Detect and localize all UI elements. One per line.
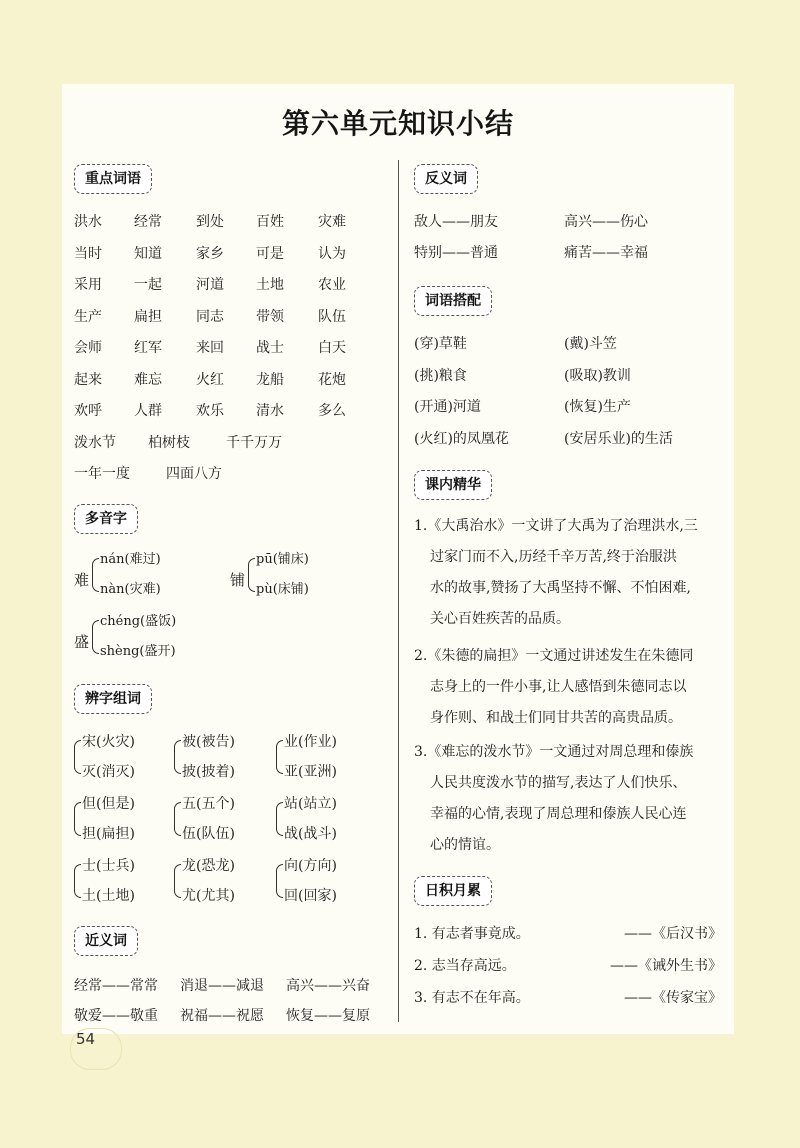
- key-word: 百姓: [256, 214, 284, 230]
- distinguish-word: 被(被告): [182, 734, 235, 750]
- key-word: 当时: [74, 245, 102, 262]
- key-word: 会师: [74, 340, 102, 356]
- key-word: 经常: [134, 214, 162, 230]
- synonym-pair: 经常——常常: [74, 978, 158, 994]
- distinguish-word: 披(披着): [182, 764, 235, 780]
- essence-line: 心的情谊。: [430, 837, 500, 853]
- key-word: 土地: [256, 277, 284, 293]
- key-word: 到处: [196, 214, 224, 230]
- distinguish-word: 士(士兵): [82, 858, 135, 874]
- synonym-pair: 高兴——兴奋: [286, 978, 370, 994]
- distinguish-word: 五(五个): [182, 796, 235, 812]
- polyphone-reading: pù(床铺): [256, 582, 309, 597]
- brace: [92, 558, 99, 592]
- distinguish-word: 向(方向): [284, 858, 337, 874]
- key-word: 起来: [74, 371, 102, 388]
- synonyms-heading: 近义词: [74, 926, 138, 956]
- polyphone-reading: chéng(盛饭): [100, 614, 177, 629]
- distinguish-word: 灭(消灭): [82, 764, 135, 780]
- distinguish-word: 龙(恐龙): [182, 858, 235, 874]
- saying-text: 2. 志当存高远。: [414, 958, 516, 974]
- distinguish-word: 担(扁担): [82, 826, 135, 842]
- essence-line: 身作则、和战士们同甘共苦的高贵品质。: [430, 710, 682, 726]
- brace: [276, 740, 283, 774]
- synonym-pair: 敬爱——敬重: [74, 1008, 158, 1024]
- antonym-pair: 敌人——朋友: [414, 214, 498, 230]
- key-word: 白天: [318, 340, 346, 356]
- daily-heading: 日积月累: [414, 876, 492, 906]
- brace: [74, 864, 81, 898]
- collocation: (穿)草鞋: [414, 336, 467, 352]
- key-word: 家乡: [196, 245, 224, 262]
- key-word: 泼水节: [74, 434, 116, 451]
- saying-source: ——《传家宝》: [624, 990, 722, 1006]
- brace: [248, 558, 255, 592]
- key-word: 扁担: [134, 308, 162, 325]
- antonym-pair: 高兴——伤心: [564, 214, 648, 230]
- essence-line: 1.《大禹治水》一文讲了大禹为了治理洪水,三: [414, 518, 698, 534]
- distinguish-word: 伍(队伍): [182, 826, 235, 842]
- key-word: 人群: [134, 403, 162, 419]
- key-word: 一年一度: [74, 466, 130, 482]
- brace: [174, 864, 181, 898]
- key-word: 生产: [74, 308, 102, 325]
- polyphone-reading: shèng(盛开): [100, 644, 176, 659]
- polyphone-reading: pū(铺床): [256, 552, 309, 567]
- distinguish-word: 亚(亚洲): [284, 764, 337, 780]
- key-word: 带领: [256, 308, 284, 325]
- key-word: 知道: [134, 245, 162, 262]
- antonym-pair: 痛苦——幸福: [564, 245, 648, 261]
- synonym-pair: 祝福——祝愿: [180, 1008, 264, 1024]
- key-word: 四面八方: [166, 466, 222, 482]
- key-word: 可是: [256, 245, 284, 262]
- key-word: 河道: [196, 277, 224, 293]
- essence-line: 志身上的一件小事,让人感悟到朱德同志以: [430, 679, 687, 695]
- distinguish-word: 宋(火灾): [82, 734, 135, 750]
- collocation: (安居乐业)的生活: [564, 430, 673, 447]
- polyphone-reading: nán(难过): [100, 552, 161, 567]
- key-word: 多么: [318, 403, 346, 419]
- key-word: 洪水: [74, 214, 102, 230]
- page-sheet: [62, 84, 734, 1034]
- distinguish-word: 土(土地): [82, 888, 135, 904]
- saying-source: ——《后汉书》: [624, 926, 722, 942]
- key-word: 龙船: [256, 371, 284, 388]
- antonyms-heading: 反义词: [414, 164, 478, 194]
- brace: [276, 864, 283, 898]
- essence-line: 3.《难忘的泼水节》一文通过对周总理和傣族: [414, 744, 694, 760]
- distinguish-word: 站(站立): [284, 796, 337, 812]
- synonym-pair: 恢复——复原: [286, 1008, 370, 1024]
- key-word: 来回: [196, 340, 224, 356]
- key-word: 柏树枝: [148, 434, 190, 451]
- page-title: 第六单元知识小结: [281, 107, 514, 140]
- distinguish-word: 但(但是): [82, 796, 135, 812]
- key-word: 欢乐: [196, 403, 224, 419]
- essence-line: 关心百姓疾苦的品质。: [430, 611, 570, 627]
- key-word: 认为: [318, 245, 346, 262]
- distinguish-word: 业(作业): [284, 734, 337, 750]
- essence-line: 水的故事,赞扬了大禹坚持不懈、不怕困难,: [430, 580, 691, 596]
- collocation: (戴)斗笠: [564, 336, 617, 352]
- polyphone-char: 盛: [74, 633, 90, 651]
- brace: [276, 802, 283, 836]
- brace: [74, 802, 81, 836]
- key-word: 采用: [74, 277, 102, 293]
- collocations-heading: 词语搭配: [414, 286, 492, 316]
- collocation: (开通)河道: [414, 399, 481, 415]
- saying-text: 1. 有志者事竟成。: [414, 926, 530, 942]
- collocation: (恢复)生产: [564, 399, 631, 415]
- key-word: 难忘: [134, 371, 162, 388]
- saying-source: ——《诫外生书》: [610, 958, 722, 974]
- brace: [174, 802, 181, 836]
- brace: [174, 740, 181, 774]
- collocation: (火红)的凤凰花: [414, 430, 509, 447]
- key-word: 灾难: [318, 214, 346, 230]
- key-word: 战士: [256, 340, 284, 356]
- essence-line: 过家门而不入,历经千辛万苦,终于治服洪: [430, 549, 677, 565]
- key-word: 火红: [196, 371, 224, 388]
- key-word: 红军: [134, 340, 162, 356]
- essence-line: 人民共度泼水节的描写,表达了人们快乐、: [430, 775, 687, 791]
- key-word: 欢呼: [74, 403, 102, 419]
- key-word: 同志: [196, 308, 224, 325]
- distinguish-word: 回(回家): [284, 888, 337, 904]
- antonym-pair: 特别——普通: [414, 245, 498, 261]
- polyphone-reading: nàn(灾难): [100, 582, 161, 597]
- essence-heading: 课内精华: [414, 470, 492, 500]
- polyphone-char: 铺: [230, 571, 246, 589]
- key-word: 队伍: [318, 308, 346, 325]
- collocation: (吸取)教训: [564, 367, 631, 384]
- essence-line: 2.《朱德的扁担》一文通过讲述发生在朱德同: [414, 648, 694, 664]
- key-word: 一起: [134, 277, 162, 293]
- distinguish-heading: 辨字组词: [74, 684, 152, 714]
- key-word: 农业: [318, 277, 346, 293]
- distinguish-word: 战(战斗): [284, 826, 337, 842]
- key-words-heading: 重点词语: [74, 164, 152, 194]
- synonym-pair: 消退——减退: [180, 978, 264, 994]
- polyphones-heading: 多音字: [74, 504, 138, 534]
- essence-line: 幸福的心情,表现了周总理和傣族人民心连: [430, 806, 687, 822]
- page-number: 54: [76, 1030, 96, 1048]
- collocation: (挑)粮食: [414, 367, 467, 384]
- key-word: 花炮: [318, 371, 346, 388]
- column-divider: [398, 160, 399, 1022]
- brace: [92, 620, 99, 654]
- distinguish-word: 尤(尤其): [182, 888, 235, 904]
- polyphone-char: 难: [74, 571, 90, 589]
- brace: [74, 740, 81, 774]
- saying-text: 3. 有志不在年高。: [414, 990, 530, 1006]
- key-word: 千千万万: [226, 434, 282, 451]
- key-word: 清水: [256, 403, 284, 419]
